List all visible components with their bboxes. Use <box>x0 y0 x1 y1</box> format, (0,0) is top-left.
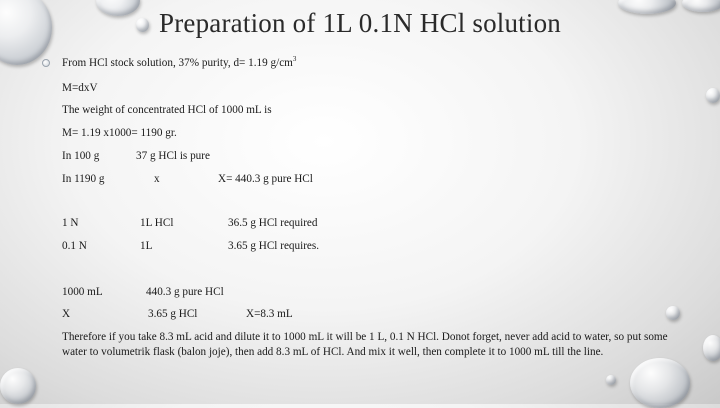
weight-line: The weight of concentrated HCl of 1000 mL is <box>62 104 272 116</box>
instructions-paragraph: Therefore if you take 8.3 mL acid and dilute it to 1000 mL it will be 1 L, 0.1 N HCl. Donot forget, never add acid to water, so put some water to volumetrik flask (balon joje), then add 8.3 mL of HCl. And mix it well, then complete it to 1000 mL till the line. <box>62 331 668 358</box>
row-cell: X= 440.3 g pure HCl <box>218 173 313 185</box>
water-drop-decoration <box>666 306 680 320</box>
row-cell: 0.1 N <box>62 240 87 252</box>
row-cell: 3.65 g HCl <box>148 308 198 320</box>
water-drop-decoration <box>703 335 720 361</box>
row-cell: In 1190 g <box>62 173 105 185</box>
row-cell: 37 g HCl is pure <box>136 150 210 162</box>
row-cell: 3.65 g HCl requires. <box>228 240 320 252</box>
row-cell: 36.5 g HCl required <box>228 217 318 229</box>
row-cell: In 100 g <box>62 150 100 162</box>
row-cell: X <box>62 308 71 320</box>
stock-solution-text: From HCl stock solution, 37% purity, d= 1.19 g/cm <box>62 57 293 69</box>
row-cell: x <box>154 173 160 185</box>
row-cell: 1000 mL <box>62 286 103 298</box>
water-drop-decoration <box>606 375 616 385</box>
row-cell: 1L HCl <box>140 217 174 229</box>
mass-line: M= 1.19 x1000= 1190 gr. <box>62 127 177 139</box>
row-cell: 1 N <box>62 217 79 229</box>
formula-line: M=dxV <box>62 82 98 94</box>
row-cell: 440.3 g pure HCl <box>146 286 224 298</box>
bullet-icon <box>42 59 50 67</box>
superscript: 3 <box>292 55 297 63</box>
row-cell: 1L <box>140 240 153 252</box>
slide-title: Preparation of 1L 0.1N HCl solution <box>159 8 561 38</box>
water-drop-decoration <box>706 88 720 103</box>
water-drop-decoration <box>630 358 690 408</box>
row-cell: X=8.3 mL <box>246 308 293 320</box>
stock-solution-line <box>62 57 296 69</box>
water-drop-decoration <box>0 368 36 404</box>
